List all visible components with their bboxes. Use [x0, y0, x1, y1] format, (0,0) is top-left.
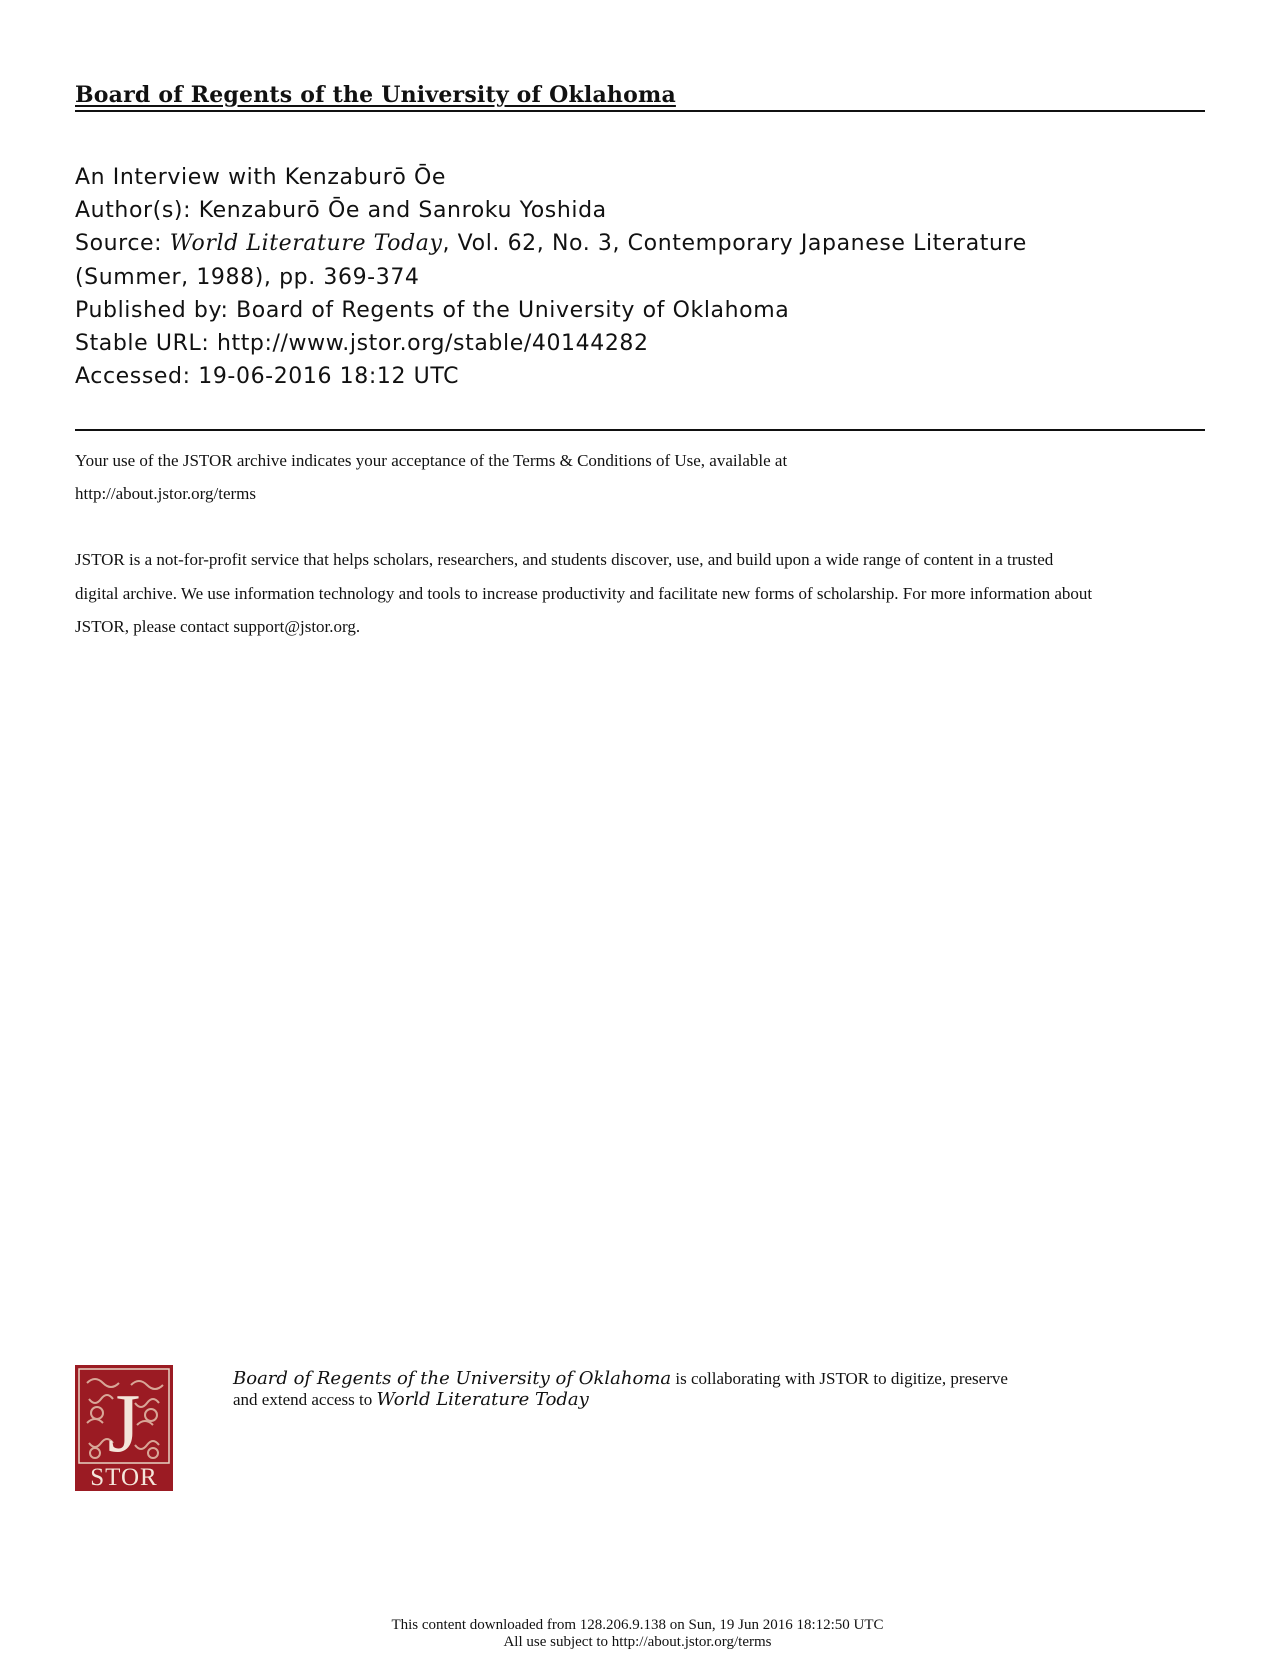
publisher-heading-text: Board of Regents of the University of Oklahoma — [75, 82, 676, 108]
published-by-label: Published by: — [75, 297, 229, 323]
accessed-label: Accessed: — [75, 364, 191, 390]
collaboration-line-1 — [233, 1368, 1173, 1389]
terms-link[interactable]: http://about.jstor.org/terms — [75, 484, 257, 504]
footer-line-2: All use subject to http://about.jstor.org/terms — [503, 1634, 772, 1650]
terms-block — [75, 444, 1215, 643]
about-jstor-line-2: digital archive. We use information technology and tools to increase productivity and facilitate new forms of scholarship. For more information about — [75, 583, 1093, 603]
collaboration-note — [233, 1368, 1173, 1410]
authors-label: Author(s): — [75, 198, 192, 224]
published-by-value: Board of Regents of the University of Oklahoma — [236, 297, 790, 323]
paragraph-gap — [75, 510, 1215, 543]
authors-value: Kenzaburō Ōe and Sanroku Yoshida — [198, 198, 607, 224]
accessed-line — [75, 360, 1205, 393]
stable-url-link[interactable]: http://www.jstor.org/stable/40144282 — [216, 331, 649, 357]
download-footer — [0, 1617, 1275, 1651]
logo-wordmark: STOR — [90, 1464, 158, 1491]
publisher-heading — [75, 82, 1205, 112]
accessed-value: 19-06-2016 18:12 UTC — [198, 364, 460, 390]
source-line — [75, 227, 1205, 260]
collaboration-text-1: is collaborating with JSTOR to digitize, preserve — [671, 1369, 1008, 1388]
collaboration-line-2 — [233, 1389, 1173, 1410]
logo-initial: J — [107, 1377, 141, 1470]
collaboration-journal: World Literature Today — [376, 1389, 589, 1410]
divider — [75, 429, 1205, 431]
source-label: Source: — [75, 231, 163, 257]
terms-line-1: Your use of the JSTOR archive indicates your acceptance of the Terms & Conditions of Use, available at — [75, 451, 788, 470]
about-jstor-line-1: JSTOR is a not-for-profit service that helps scholars, researchers, and students discover, use, and build upon a wide range of content in a trusted — [75, 550, 1054, 570]
published-by-line — [75, 294, 1205, 327]
source-details: , Vol. 62, No. 3, Contemporary Japanese Literature — [442, 231, 1027, 257]
source-details-line-2: (Summer, 1988), pp. 369-374 — [75, 264, 420, 290]
stable-url-line — [75, 327, 1205, 360]
article-title: An Interview with Kenzaburō Ōe — [75, 165, 447, 190]
collaboration-text-2: and extend access to — [233, 1390, 377, 1409]
citation-block — [75, 161, 1205, 393]
source-journal: World Literature Today — [169, 231, 443, 257]
stable-url-label: Stable URL: — [75, 331, 210, 357]
footer-line-1: This content downloaded from 128.206.9.138 on Sun, 19 Jun 2016 18:12:50 UTC — [391, 1617, 884, 1633]
jstor-logo — [75, 1365, 173, 1491]
collaboration-publisher: Board of Regents of the University of Oklahoma — [233, 1368, 672, 1389]
about-jstor-line-3: JSTOR, please contact support@jstor.org. — [75, 616, 361, 636]
authors-line — [75, 194, 1205, 227]
jstor-logo-graphic — [75, 1365, 173, 1491]
